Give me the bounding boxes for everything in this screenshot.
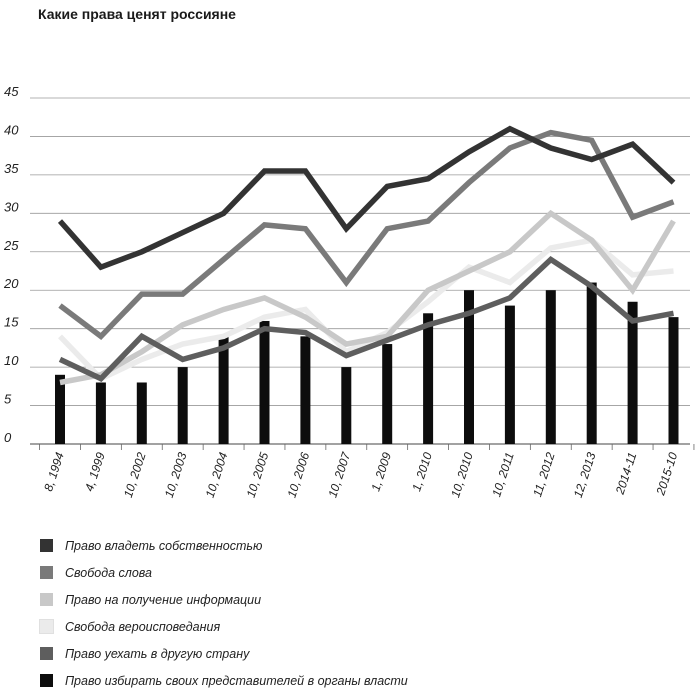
- legend-swatch: [40, 539, 53, 552]
- legend-swatch: [40, 620, 53, 633]
- x-tick-label: 12, 2013: [570, 450, 599, 500]
- series-line: [60, 259, 674, 378]
- bar: [423, 313, 433, 444]
- x-tick-label: 10, 2004: [202, 450, 231, 500]
- x-tick-label: 2014-11: [612, 450, 640, 496]
- x-tick-label: 1, 2010: [409, 450, 435, 494]
- y-tick-label: 20: [4, 276, 19, 292]
- chart-title: Какие права ценят россияне: [38, 6, 236, 22]
- legend-label: Право уехать в другую страну: [65, 646, 250, 661]
- y-tick-label: 5: [4, 391, 12, 407]
- legend-swatch: [40, 593, 53, 606]
- y-tick-label: 25: [4, 237, 19, 253]
- y-tick-label: 15: [4, 314, 19, 330]
- y-tick-label: 35: [4, 160, 19, 176]
- y-tick-label: 10: [4, 353, 19, 369]
- legend-item: [40, 559, 408, 586]
- legend-label: Право владеть собственностью: [65, 538, 263, 553]
- x-tick-label: 1, 2009: [368, 450, 395, 494]
- bar: [505, 306, 515, 444]
- bar: [219, 336, 229, 444]
- bar: [55, 375, 65, 444]
- x-tick-label: 10, 2003: [161, 450, 190, 500]
- x-axis-ticks: [41, 449, 680, 499]
- bar: [137, 382, 147, 444]
- y-tick-label: 40: [4, 122, 19, 138]
- x-tick-label: 10, 2002: [120, 450, 149, 500]
- x-tick-label: 2015-10: [653, 450, 681, 497]
- legend-item: [40, 613, 408, 640]
- legend-label: Свобода вероисповедания: [65, 619, 221, 634]
- y-tick-label: 30: [4, 199, 19, 215]
- x-tick-label: 8, 1994: [41, 450, 67, 494]
- legend-label: Право на получение информации: [65, 592, 262, 607]
- bar: [382, 344, 392, 444]
- bar: [546, 290, 556, 444]
- legend: [40, 532, 408, 694]
- legend-label: Право избирать своих представителей в органы власти: [65, 673, 408, 688]
- x-tick-label: 4, 1999: [82, 450, 108, 494]
- legend-item: [40, 667, 408, 694]
- bar: [260, 321, 270, 444]
- legend-item: [40, 640, 408, 667]
- legend-swatch: [40, 566, 53, 579]
- legend-item: [40, 532, 408, 559]
- bar: [341, 367, 351, 444]
- x-tick-label: 11, 2012: [530, 450, 558, 499]
- bar: [178, 367, 188, 444]
- x-tick-label: 10, 2006: [284, 450, 313, 500]
- x-tick-label: 10, 2010: [448, 450, 476, 500]
- x-tick-label: 10, 2007: [325, 450, 354, 500]
- bar: [669, 317, 679, 444]
- legend-label: Свобода слова: [65, 565, 152, 580]
- y-axis-ticks: [3, 84, 19, 445]
- y-tick-label: 0: [4, 430, 12, 445]
- series-line: [60, 240, 674, 378]
- legend-swatch: [40, 674, 53, 687]
- legend-item: [40, 586, 408, 613]
- series-line: [60, 129, 674, 267]
- bar-series: [55, 283, 679, 444]
- x-tick-label: 10, 2005: [243, 450, 272, 500]
- x-tick-label: 10, 2011: [489, 450, 517, 499]
- bar: [587, 283, 597, 444]
- bar: [96, 382, 106, 444]
- line-series: [60, 129, 674, 383]
- y-tick-label: 45: [4, 84, 19, 99]
- bar: [300, 336, 310, 444]
- legend-swatch: [40, 647, 53, 660]
